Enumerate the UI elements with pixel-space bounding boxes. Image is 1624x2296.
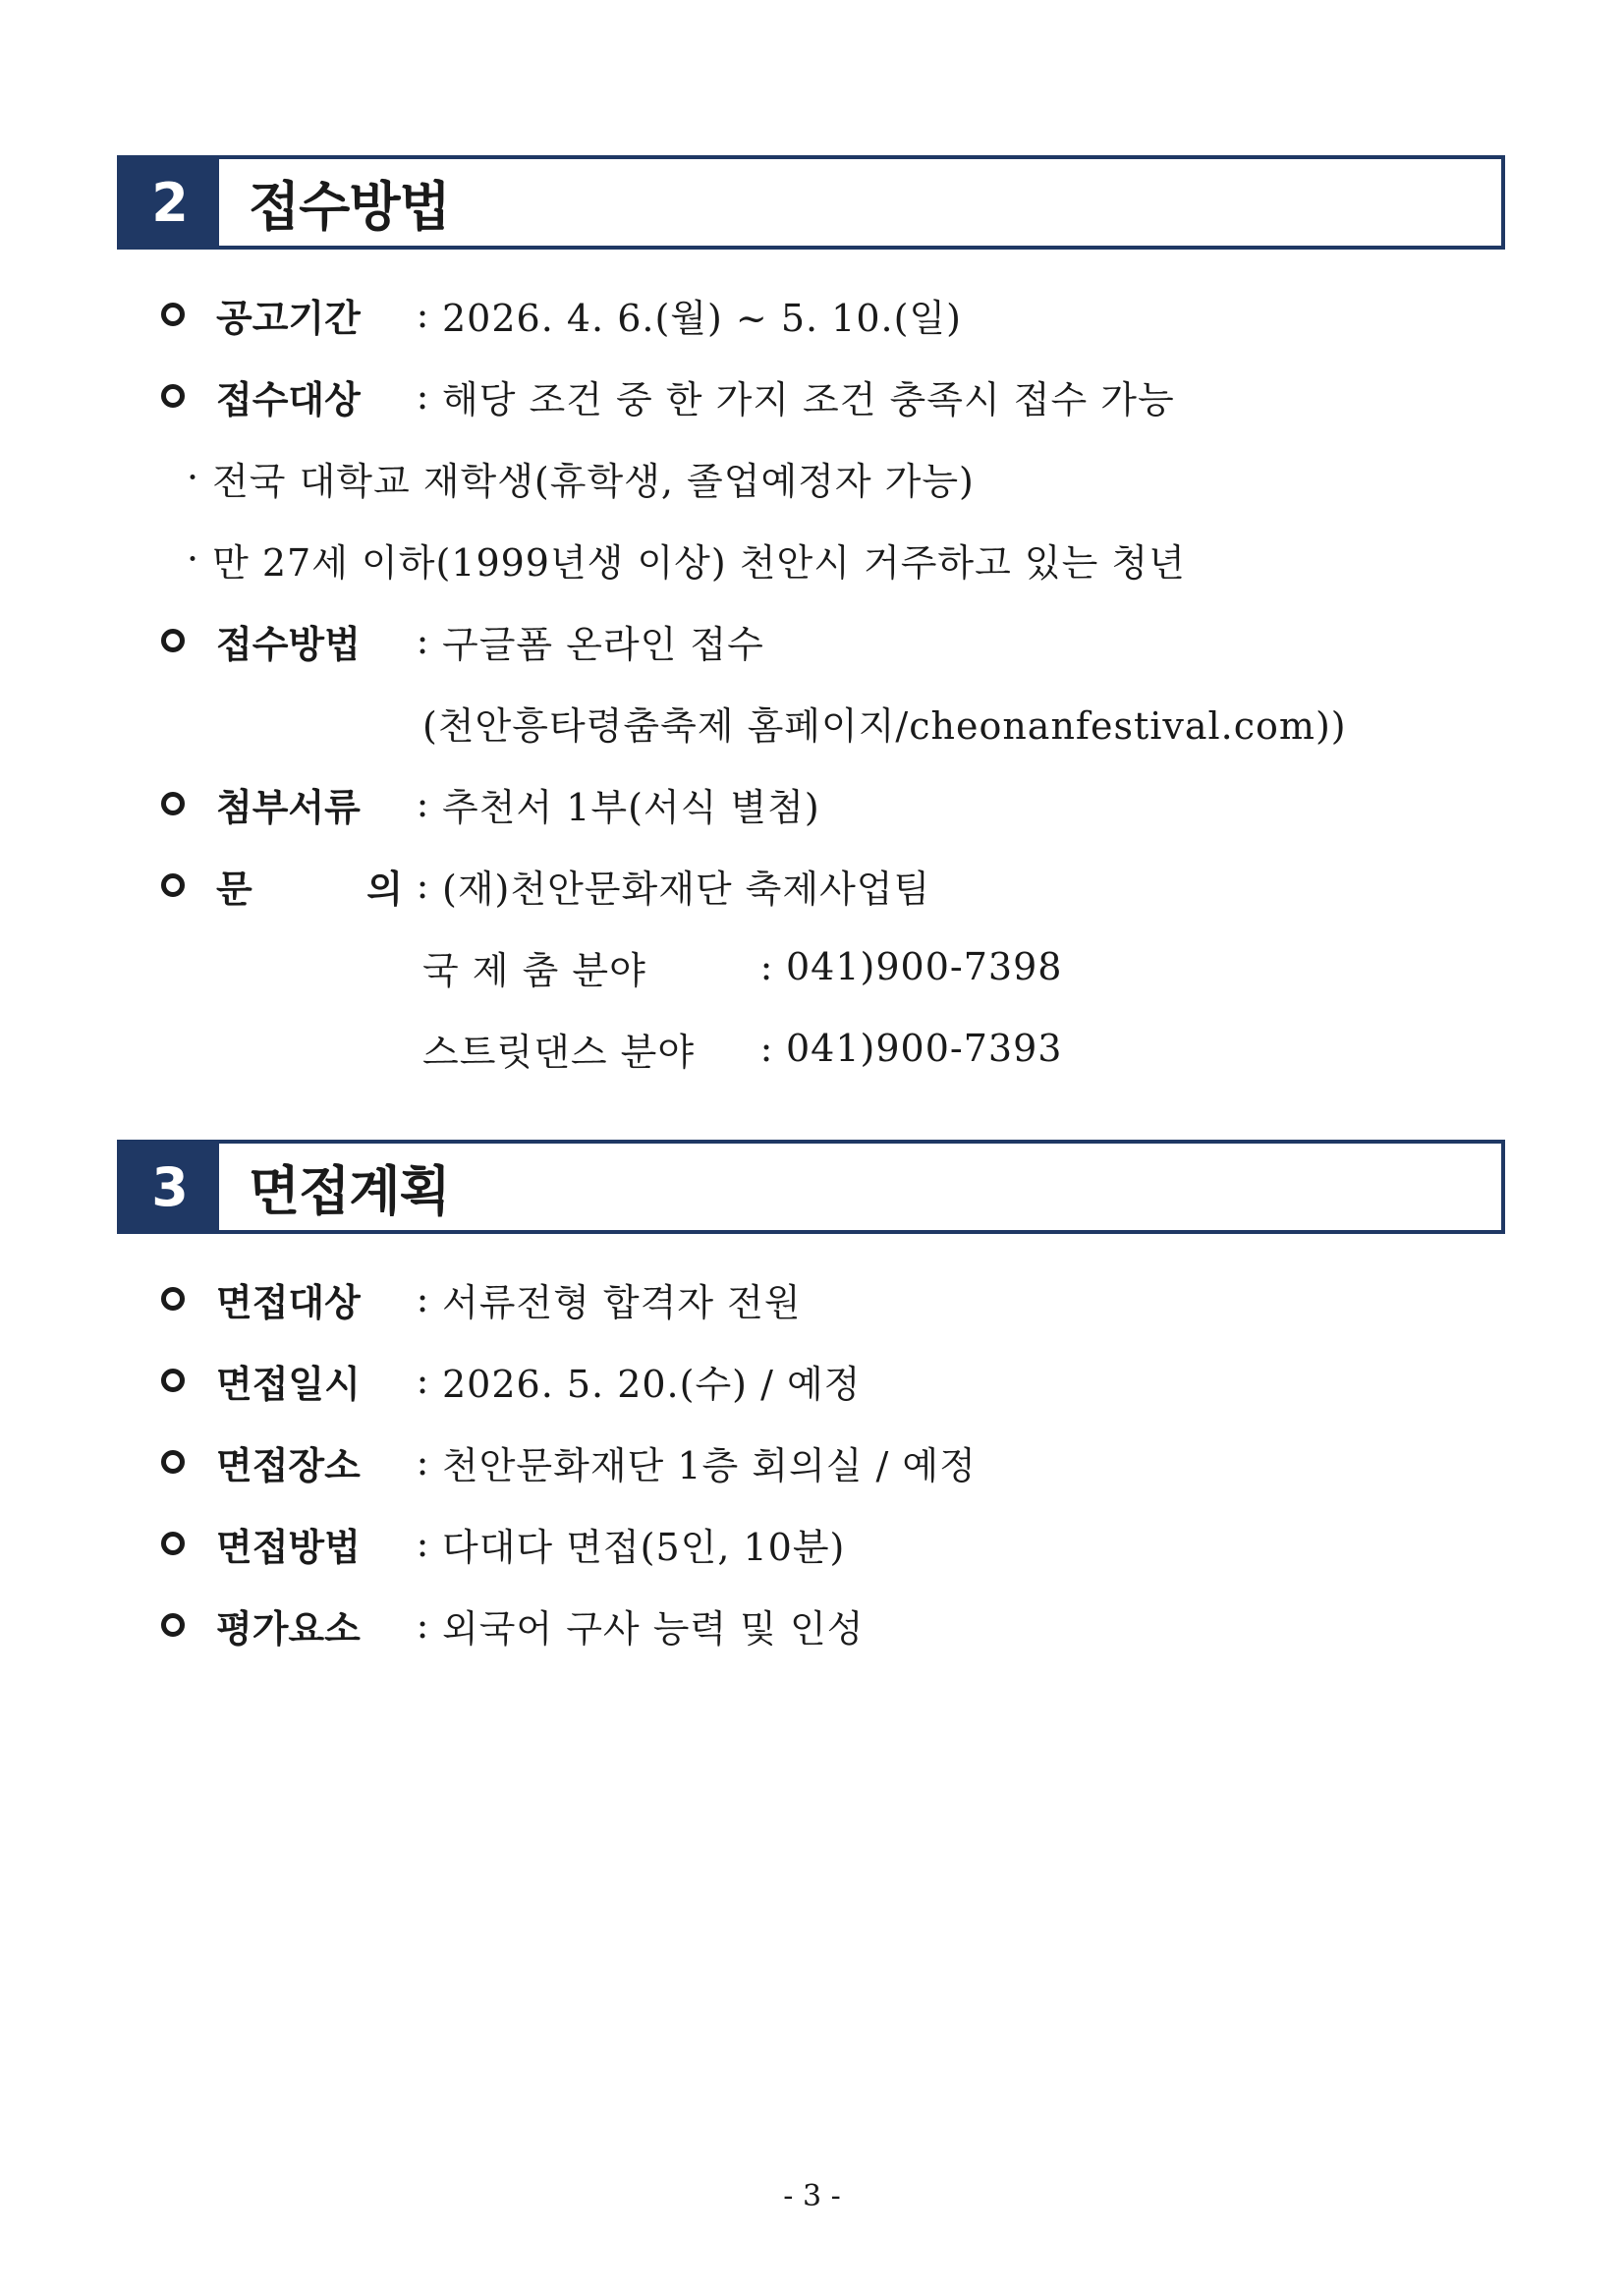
label-part: 의 (366, 867, 403, 911)
circle-bullet-icon (161, 629, 185, 652)
circle-bullet-icon (161, 1532, 185, 1555)
contact-phone: 041)900-7398 (786, 945, 1063, 988)
item-value: 해당 조건 중 한 가지 조건 충족시 접수 가능 (442, 377, 1175, 421)
item-label: 접수방법 (216, 622, 361, 666)
colon: : (416, 293, 429, 336)
colon: : (759, 945, 773, 988)
page-number: - 3 - (783, 2179, 841, 2213)
colon: : (416, 619, 429, 662)
bullet-text: 전국 대학교 재학생(휴학생, 졸업예정자 가능) (212, 459, 975, 503)
item-docs (157, 774, 820, 833)
item-label: 접수대상 (216, 377, 361, 421)
circle-bullet-icon (161, 792, 185, 815)
colon: : (759, 1027, 773, 1070)
item-value: 서류전형 합격자 전원 (442, 1280, 802, 1324)
contact-phone: 041)900-7393 (786, 1027, 1063, 1070)
item-value: 2026. 4. 6.(월) ~ 5. 10.(일) (442, 296, 962, 340)
circle-bullet-icon (161, 1613, 185, 1637)
item-label: 면접장소 (216, 1443, 361, 1487)
item-label: 평가요소 (216, 1606, 361, 1651)
colon: : (416, 1277, 429, 1320)
interview-item (157, 1351, 861, 1410)
bullet-text: 만 27세 이하(1999년생 이상) 천안시 거주하고 있는 청년 (212, 540, 1186, 585)
colon: : (416, 1359, 429, 1402)
contact-row (422, 1019, 1062, 1078)
method-extra: (천안흥타령춤축제 홈페이지/cheonanfestival.com)) (422, 703, 1347, 748)
item-value: 구글폼 온라인 접수 (442, 622, 764, 666)
section-title: 면접계획 (249, 1159, 450, 1222)
colon: : (416, 782, 429, 825)
item-target (157, 366, 1175, 425)
item-value: 2026. 5. 20.(수) / 예정 (442, 1362, 862, 1406)
circle-bullet-icon (161, 1287, 185, 1311)
circle-bullet-icon (161, 1450, 185, 1474)
method-detail (422, 693, 1347, 752)
interview-item (157, 1432, 977, 1491)
contact-field: 국 제 춤 분야 (422, 948, 646, 992)
section-title: 접수방법 (249, 175, 450, 238)
circle-bullet-icon (161, 1369, 185, 1392)
section-2-header (117, 155, 1505, 250)
interview-item (157, 1269, 802, 1328)
section-number: 3 (121, 1144, 219, 1230)
item-inquiry (157, 856, 930, 915)
circle-bullet-icon (161, 303, 185, 326)
section-number: 2 (121, 159, 219, 246)
colon: : (416, 374, 429, 418)
item-value: 추천서 1부(서식 별첨) (442, 785, 820, 829)
label-part: 문 (216, 867, 252, 911)
item-label: 첨부서류 (216, 785, 361, 829)
section-3-header (117, 1140, 1505, 1234)
item-label: 면접일시 (216, 1362, 361, 1406)
dot-bullet-icon: · (187, 456, 199, 499)
colon: : (416, 864, 429, 907)
item-label: 면접대상 (216, 1280, 361, 1324)
dot-bullet-icon: · (187, 537, 199, 581)
interview-item (157, 1514, 845, 1573)
item-value: (재)천안문화재단 축제사업팀 (442, 867, 931, 911)
circle-bullet-icon (161, 384, 185, 408)
item-value: 외국어 구사 능력 및 인성 (442, 1606, 865, 1651)
colon: : (416, 1440, 429, 1484)
item-label: 면접방법 (216, 1525, 361, 1569)
circle-bullet-icon (161, 873, 185, 897)
contact-row (422, 937, 1062, 996)
item-value: 천안문화재단 1층 회의실 / 예정 (442, 1443, 977, 1487)
item-label: 공고기간 (216, 296, 361, 340)
item-value: 다대다 면접(5인, 10분) (442, 1525, 846, 1569)
colon: : (416, 1603, 429, 1647)
item-label (216, 859, 403, 913)
target-bullet (187, 530, 1186, 588)
contact-field: 스트릿댄스 분야 (422, 1030, 696, 1074)
colon: : (416, 1522, 429, 1565)
target-bullet (187, 448, 975, 507)
interview-item (157, 1596, 864, 1654)
item-method (157, 611, 764, 670)
item-period (157, 285, 962, 344)
